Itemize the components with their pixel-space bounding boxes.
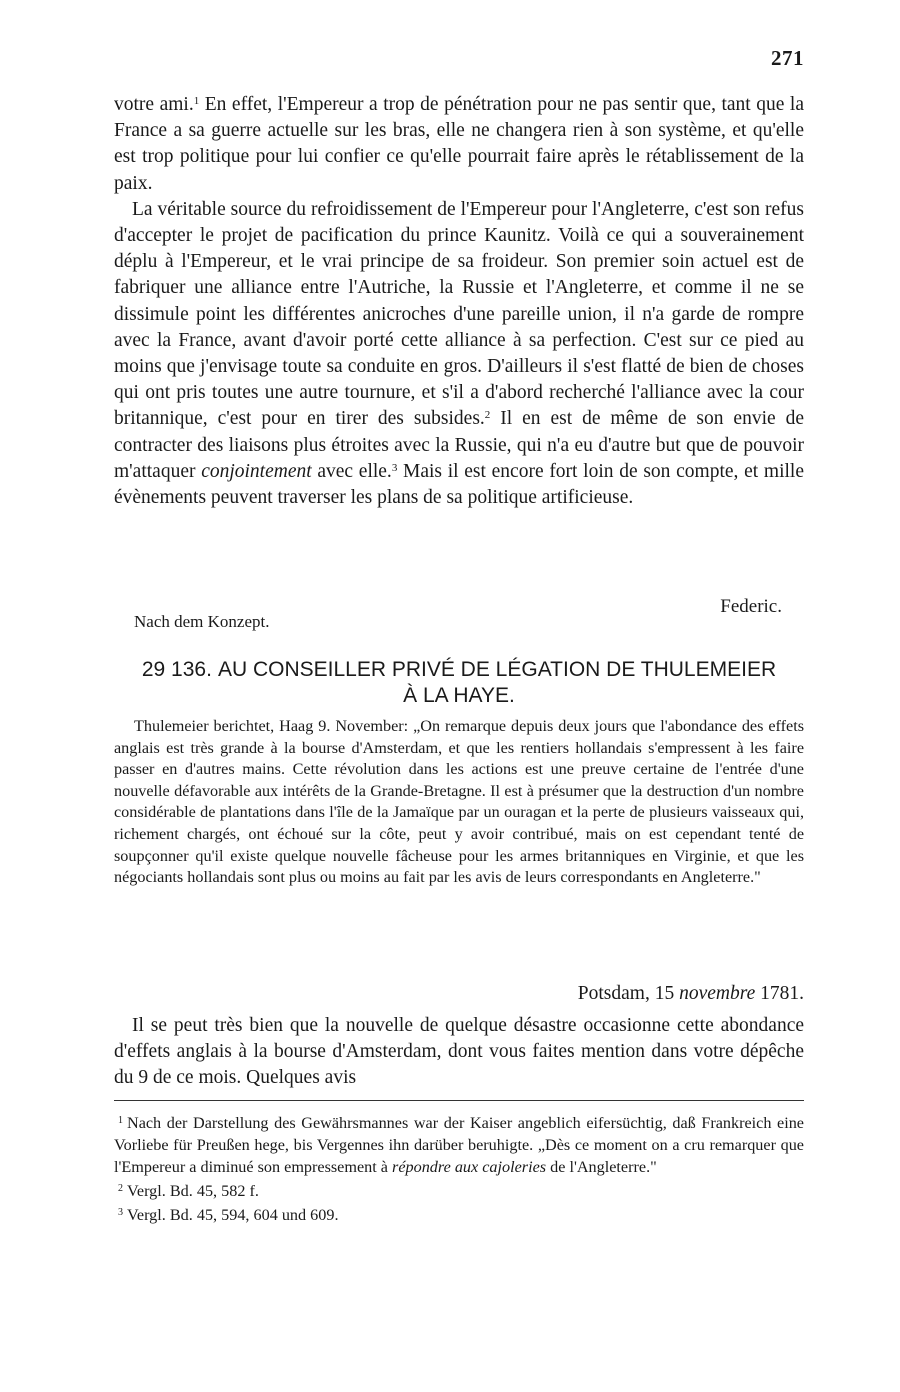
signature-row bbox=[114, 592, 804, 638]
letter-body bbox=[114, 92, 804, 511]
text-run: Il en est de même de son envie de contracter des liaisons plus étroites avec la Russie, qui n'a eu d'autre but que de pouvoir m'attaquer bbox=[114, 408, 804, 482]
footnote-text: Vergl. Bd. 45, 594, 604 und 609. bbox=[127, 1206, 339, 1224]
footnote-2 bbox=[114, 1178, 804, 1202]
emphasis-text: conjointement bbox=[201, 460, 312, 482]
footnote-text: Nach der Darstellung des Gewährsmannes war der Kaiser angeblich eifersüchtig, daß Frankreich eine Vorliebe für Preußen hege, bis Vergennes ihn darüber beruhigte. „Dès ce moment on a cru remarquer que l'Empereur a diminué son empressement à bbox=[114, 1114, 804, 1176]
page-number: 271 bbox=[771, 46, 804, 70]
footnote-mark: 2 bbox=[118, 1183, 123, 1194]
heading-title: AU CONSEILLER PRIVÉ DE LÉGATION DE THULEMEIER bbox=[217, 658, 777, 681]
footnote-ref-3[interactable]: 3 bbox=[391, 461, 398, 474]
source-note: Nach dem Konzept. bbox=[134, 612, 270, 631]
date-place: Potsdam, 15 bbox=[577, 983, 680, 1004]
emphasis-text: répondre aux cajoleries bbox=[392, 1158, 547, 1176]
footnote-divider bbox=[114, 1100, 804, 1101]
letter-paragraph-2 bbox=[114, 197, 804, 511]
footnote-3 bbox=[114, 1202, 804, 1226]
heading-line-1 bbox=[114, 657, 804, 683]
footnote-text: Vergl. Bd. 45, 582 f. bbox=[127, 1182, 259, 1200]
footnote-ref-2[interactable]: 2 bbox=[484, 409, 491, 422]
letter2-body bbox=[114, 1013, 804, 1092]
signature: Federic. bbox=[720, 596, 782, 617]
letter-paragraph-1 bbox=[114, 92, 804, 197]
footnotes bbox=[114, 1110, 804, 1226]
date-month: novembre bbox=[679, 983, 756, 1004]
text-run: votre ami. bbox=[114, 94, 194, 115]
document-number: 29 136. bbox=[141, 658, 212, 681]
footnote-1 bbox=[114, 1110, 804, 1178]
regest-summary bbox=[114, 716, 804, 889]
dateline bbox=[578, 983, 804, 1005]
footnote-ref-1[interactable]: 1 bbox=[193, 95, 200, 107]
document-heading bbox=[114, 657, 804, 709]
text-run: avec elle. bbox=[311, 460, 392, 482]
regest-text: Thulemeier berichtet, Haag 9. November: „On remarque depuis deux jours que l'abondance des effets anglais est très grande à la bourse d'Amsterdam, et que les rentiers hollandais s'empressent à les faire passer en d'autres mains. Cette révolution dans les actions est une preuve certaine de l'entrée d'une nouvelle défavorable aux intérêts de la Grande-Bretagne. Il est à présumer que la destruction d'un nombre considérable de plantations dans l'île de la Jamaïque par un ouragan et la perte de plusieurs vaisseaux qui, richement chargés, ont échoué sur la côte, peut y avoir contribué, mais on est cependant tenté de soupçonner qu'il existe quelque nouvelle fâcheuse pour les armes britanniques en Virginie, et que les négociants hollandais sont plus ou moins au fait par les avis de leurs correspondants en Angleterre." bbox=[114, 717, 804, 887]
footnote-text: de l'Angleterre." bbox=[546, 1158, 657, 1176]
text-run: La véritable source du refroidissement de l'Empereur pour l'Angleterre, c'est son refus d'accepter le projet de pacification du prince Kaunitz. Voilà ce qui a souverainement déplu à l'Empereur, et le vrai principe de sa froideur. Son premier soin actuel est de fabriquer une alliance entre l'Autriche, la Russie et l'Angleterre, et comme il ne se dissimule point les différentes anicroches d'une pareille union, il n'a garde de rompre avec la France, avant d'avoir porté cette alliance à sa perfection. C'est sur ce pied au moins que j'envisage toute sa conduite en gros. D'ailleurs il s'est flatté de bien de choses qui ont pris toutes une autre tournure, et s'il a d'abord recherché l'alliance avec la cour britannique, c'est pour en tirer des subsides. bbox=[114, 198, 804, 430]
date-year: 1781. bbox=[755, 983, 804, 1004]
footnote-mark: 3 bbox=[118, 1207, 123, 1218]
text-run: Mais il est encore fort loin de son compte, et mille évènements peuvent traverser les plans de sa politique artificieuse. bbox=[114, 460, 804, 509]
footnote-mark: 1 bbox=[118, 1115, 123, 1126]
letter2-paragraph: Il se peut très bien que la nouvelle de quelque désastre occasionne cette abondance d'effets anglais à la bourse d'Amsterdam, dont vous faites mention dans votre dépêche du 9 de ce mois. Quelques avis bbox=[114, 1015, 804, 1089]
heading-line-2: À LA HAYE. bbox=[403, 684, 515, 707]
text-run: En effet, l'Empereur a trop de pénétration pour ne pas sentir que, tant que la France a sa guerre actuelle sur les bras, elle ne changera rien à son système, et qu'elle est trop politique pour lui confier ce qu'elle pourrait faire après le rétablissement de la paix. bbox=[114, 94, 804, 194]
